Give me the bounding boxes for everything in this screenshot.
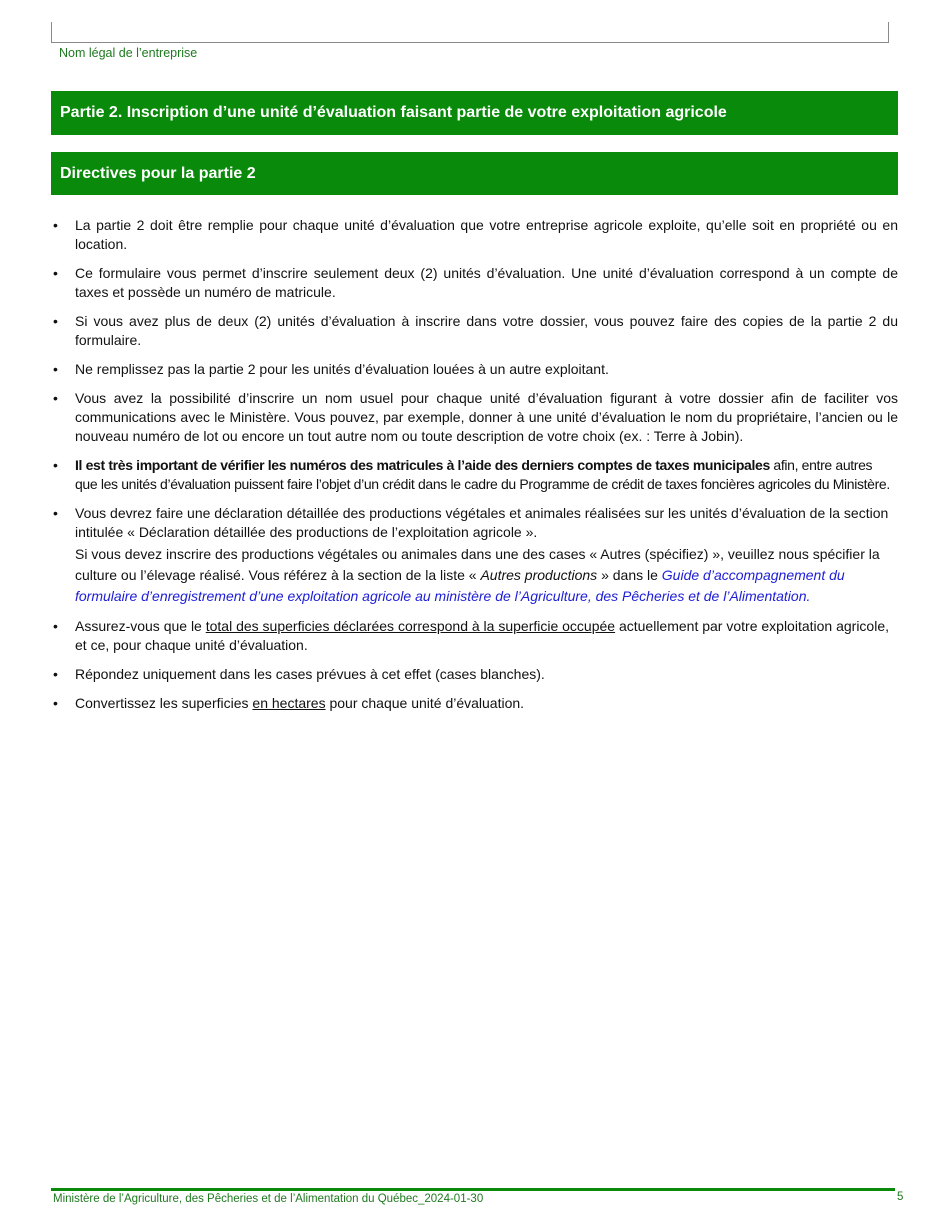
part2-title: Partie 2. Inscription d’une unité d’évaluation faisant partie de votre exploitation agricole [60, 104, 727, 121]
footer-divider [51, 1188, 895, 1191]
directive-item: • Répondez uniquement dans les cases prévues à cet effet (cases blanches). [51, 665, 898, 684]
directive-item: • Vous devrez faire une déclaration détaillée des productions végétales et animales réalisées sur les unités d’évaluation de la section intitulée « Déclaration détaillée des productions de l’exploitation agricole ». Si vous devez inscrire des productions végétales ou animales dans une des cases « Autres (spécifiez) », veuillez nous spécifier la culture ou l’élevage réalisé. Vous référez à la section de la liste « Autres productions » dans le Guide d’accompagnement du formulaire d’enregistrement d’une exploitation agricole au ministère de l’Agriculture, des Pêcheries et de l’Alimentation. [51, 504, 898, 607]
directives-title-banner [51, 152, 898, 195]
important-emphasis: Il est très important de vérifier les numéros des matricules à l’aide des derniers comptes de taxes municipales [75, 457, 770, 473]
directive-item: • Assurez-vous que le total des superficies déclarées correspond à la superficie occupée actuellement par votre exploitation agricole, et ce, pour chaque unité d’évaluation. [51, 617, 898, 655]
guide-link[interactable]: Guide d’accompagnement du formulaire d’enregistrement d’une exploitation agricole au ministère de l’Agriculture, des Pêcheries et de l’Alimentation. [75, 567, 845, 604]
directives-title: Directives pour la partie 2 [60, 164, 256, 182]
directive-item: • Ne remplissez pas la partie 2 pour les unités d’évaluation louées à un autre exploitant. [51, 360, 898, 379]
directive-item: • La partie 2 doit être remplie pour chaque unité d’évaluation que votre entreprise agricole exploite, qu’elle soit en propriété ou en location. [51, 216, 898, 254]
footer-text: Ministère de l’Agriculture, des Pêcheries et de l’Alimentation du Québec_2024-01-30 [53, 1193, 484, 1205]
directives-list [51, 216, 898, 723]
directive-item: • Si vous avez plus de deux (2) unités d’évaluation à inscrire dans votre dossier, vous pouvez faire des copies de la partie 2 du formulaire. [51, 312, 898, 350]
directive-item: • Convertissez les superficies en hectares pour chaque unité d’évaluation. [51, 694, 898, 713]
directive-item-important: • Il est très important de vérifier les numéros des matricules à l’aide des derniers comptes de taxes municipales afin, entre autres que les unités d’évaluation puissent faire l’objet d’un crédit dans le cadre du Programme de crédit de taxes foncières agricoles du Ministère. [51, 456, 898, 494]
page-number: 5 [897, 1191, 904, 1203]
part2-title-banner [51, 91, 898, 135]
legal-name-field[interactable] [51, 22, 889, 43]
directive-item: • Vous avez la possibilité d’inscrire un nom usuel pour chaque unité d’évaluation figurant à votre dossier afin de faciliter vos communications avec le Ministère. Vous pouvez, par exemple, donner à une unité d’évaluation le nom du propriétaire, l’ancien ou le nouveau numéro de lot ou encore un tout autre nom ou toute description de votre choix (ex. : Terre à Jobin). [51, 389, 898, 446]
directive-item: • Ce formulaire vous permet d’inscrire seulement deux (2) unités d’évaluation. Une unité d’évaluation correspond à un compte de taxes et possède un numéro de matricule. [51, 264, 898, 302]
legal-name-label: Nom légal de l’entreprise [59, 46, 198, 60]
